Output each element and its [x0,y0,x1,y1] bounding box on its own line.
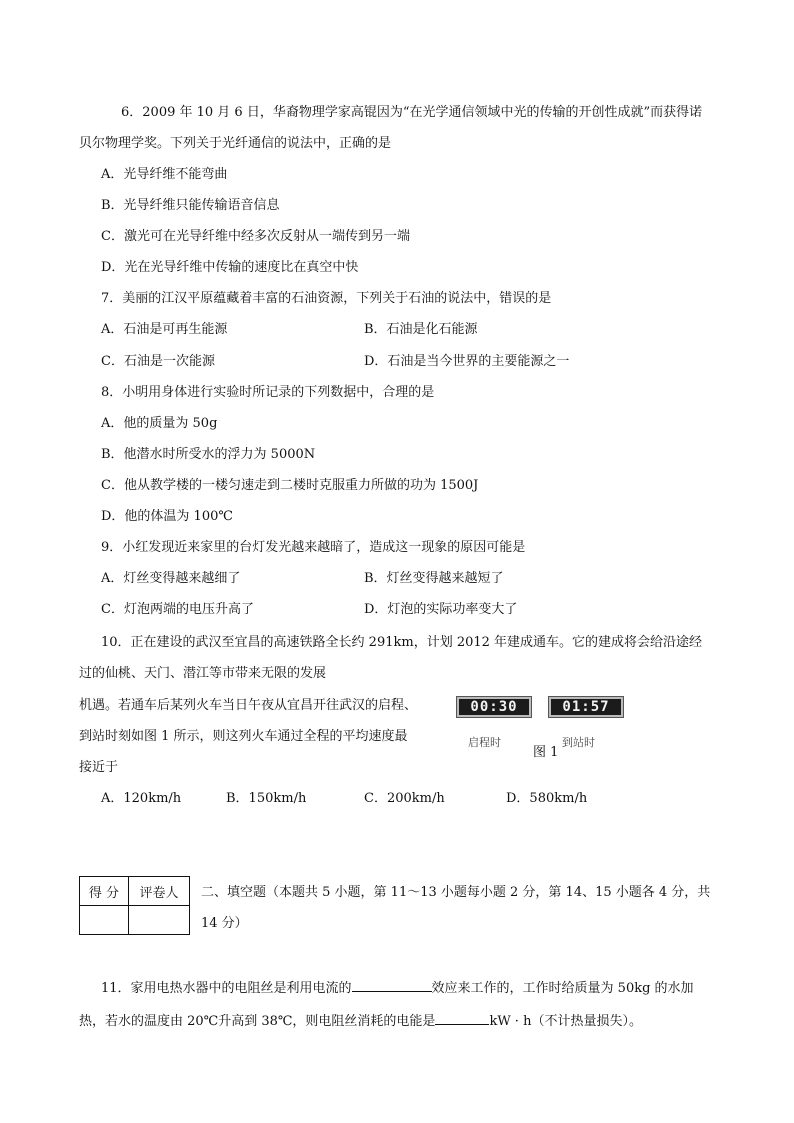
q8-option-c: C．他从教学楼的一楼匀速走到二楼时克服重力所做的功为 1500J [101,478,479,493]
q11-text-part3: 热，若水的温度由 20℃升高到 38℃，则电阻丝消耗的电能是 [79,1014,436,1029]
q10-stem-line5: 接近于 [79,760,119,775]
score-box [79,876,190,935]
q9-option-c: C．灯泡两端的电压升高了 [101,602,254,617]
q10-stem-line1: 10．正在建设的武汉至宜昌的高速铁路全长约 291km，计划 2012 年建成通车。它的建成将会给沿途经 [101,635,703,650]
arrival-caption: 到站时 [562,736,595,749]
q10-stem-line2: 过的仙桃、天门、潜江等市带来无限的发展 [79,666,327,681]
q7-option-a: A．石油是可再生能源 [101,322,228,337]
q6-stem-line1: 6．2009 年 10 月 6 日，华裔物理学家高锟因为“在光学通信领域中光的传输的开创性成就”而获得诺 [121,105,703,120]
score-header: 得 分 [80,877,129,906]
q11-text-part4: kW · h（不计热量损失）。 [489,1014,642,1029]
q10-stem-line3: 机遇。若通车后某列火车当日午夜从宜昌开往武汉的启程、 [79,698,418,713]
q9-option-d: D．灯泡的实际功率变大了 [364,602,518,617]
q10-option-d: D．580km/h [506,791,588,806]
q6-option-a: A．光导纤维不能弯曲 [101,167,228,182]
q11-blank-1[interactable] [352,979,432,992]
q11-text-part1: 11．家用电热水器中的电阻丝是利用电流的 [101,981,352,996]
figure-1-caption: 图 1 [533,745,559,760]
q10-option-b: B．150km/h [226,791,307,806]
q10-option-c: C．200km/h [364,791,445,806]
arrival-clock-display: 01:57 [549,697,623,717]
q8-option-d: D．他的体温为 100℃ [101,509,233,524]
q9-stem: 9．小红发现近来家里的台灯发光越来越暗了，造成这一现象的原因可能是 [101,540,526,555]
q10-stem-line4: 到站时刻如图 1 所示，则这列火车通过全程的平均速度最 [79,729,408,744]
section2-heading-line1: 二、填空题（本题共 5 小题，第 11～13 小题每小题 2 分，第 14、15 小题各 4 分，共 [201,885,711,900]
q7-option-d: D．石油是当今世界的主要能源之一 [364,354,570,369]
q6-option-c: C．激光可在光导纤维中经多次反射从一端传到另一端 [101,229,410,244]
q11-line2 [79,1012,642,1030]
q7-stem: 7．美丽的江汉平原蕴藏着丰富的石油资源，下列关于石油的说法中，错误的是 [101,291,552,306]
q11-blank-2[interactable] [435,1012,489,1025]
departure-clock-display: 00:30 [457,697,531,717]
q10-option-a: A．120km/h [101,791,182,806]
grader-cell[interactable] [129,906,190,935]
q6-option-d: D．光在光导纤维中传输的速度比在真空中快 [101,260,359,275]
q9-option-a: A．灯丝变得越来越细了 [101,571,241,586]
q6-option-b: B．光导纤维只能传输语音信息 [101,198,280,213]
q7-option-b: B．石油是化石能源 [364,322,478,337]
q7-option-c: C．石油是一次能源 [101,354,215,369]
q6-stem-line2: 贝尔物理学奖。下列关于光纤通信的说法中，正确的是 [79,136,392,151]
q8-option-b: B．他潜水时所受水的浮力为 5000N [101,447,316,462]
grader-header: 评卷人 [129,877,190,906]
q8-stem: 8．小明用身体进行实验时所记录的下列数据中，合理的是 [101,385,435,400]
q9-option-b: B．灯丝变得越来越短了 [364,571,504,586]
score-cell[interactable] [80,906,129,935]
q8-option-a: A．他的质量为 50g [101,416,218,431]
departure-caption: 启程时 [468,736,501,749]
q11-line1 [101,979,694,997]
section2-heading-line2: 14 分） [201,916,248,931]
q11-text-part2: 效应来工作的，工作时给质量为 50kg 的水加 [431,981,694,996]
